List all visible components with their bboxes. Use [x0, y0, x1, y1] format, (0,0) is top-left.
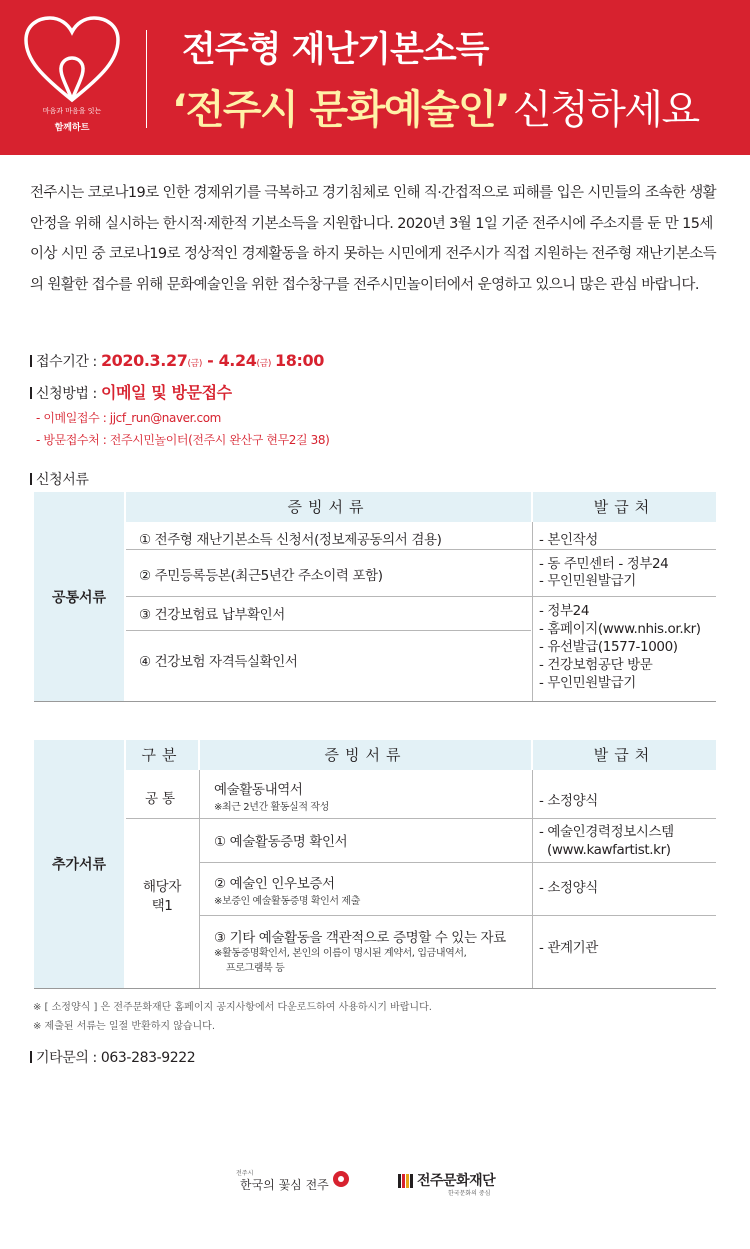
- divider: [126, 630, 531, 631]
- logo1-small: 전주시: [236, 1170, 254, 1177]
- issuer-row-1: - 본인작성: [539, 532, 598, 548]
- doc-row-4: ④ 건강보험 자격득실확인서: [139, 654, 298, 670]
- period-start: 2020.3.27: [100, 351, 188, 370]
- period-end-day: (금): [256, 359, 271, 369]
- header-issuer: 발급처: [533, 740, 716, 770]
- footnote-1: ※ [ 소정양식 ] 은 전주문화재단 홈페이지 공지사항에서 다운로드하여 사용하시기 바랍니다.: [33, 1002, 432, 1013]
- email-line: - 이메일접수 : jjcf_run@naver.com: [36, 411, 221, 425]
- category-common: 공통: [144, 791, 180, 807]
- add-note-4-line: ※활동증명확인서, 본인의 이름이 명시된 계약서, 입금내역서,: [214, 948, 467, 959]
- add-doc-4: ③ 기타 예술활동을 객관적으로 증명할 수 있는 자료: [214, 930, 506, 946]
- logo-name: 함께하트: [54, 123, 90, 133]
- doc-row-2: ② 주민등록등본(최근5년간 주소이력 포함): [139, 568, 383, 584]
- period-line: [30, 351, 324, 371]
- header-divider: [146, 30, 147, 128]
- category-select-line: 택1: [151, 898, 173, 914]
- period-end: 4.24: [218, 351, 257, 370]
- heart-icon: [22, 14, 122, 106]
- logo2-text: 전주문화재단: [417, 1173, 496, 1189]
- bullet-bar: [30, 473, 32, 485]
- doc-row-3: ③ 건강보험료 납부확인서: [139, 607, 285, 623]
- logo1-text: 한국의 꽃심 전주: [240, 1178, 329, 1192]
- divider: [200, 915, 716, 916]
- period-start-day: (금): [187, 359, 202, 369]
- method-line: [30, 380, 232, 403]
- footnote-2: ※ 제출된 서류는 일절 반환하지 않습니다.: [33, 1021, 216, 1032]
- add-note-4: [214, 946, 466, 976]
- bullet-bar: [30, 1051, 32, 1063]
- issuer-shared-line: - 홈페이지(www.nhis.or.kr): [539, 621, 701, 637]
- jeonju-cultural-foundation-logo: [398, 1170, 518, 1198]
- documents-title-text: 신청서류: [36, 472, 89, 488]
- subtitle-rest: 신청하세요: [512, 87, 699, 133]
- logo2-sub: 한국문화의 중심: [448, 1190, 491, 1197]
- visit-line: - 방문접수처 : 전주시민놀이터(전주시 완산구 현무2길 38): [36, 433, 330, 447]
- header-doc: 증빙서류: [126, 492, 531, 522]
- add-issuer-2-line: - 예술인경력정보시스템: [539, 824, 674, 840]
- divider: [34, 988, 716, 989]
- header-banner: [0, 0, 750, 155]
- add-doc-2: ① 예술활동증명 확인서: [214, 834, 348, 850]
- intro-paragraph: 전주시는 코로나19로 인한 경제위기를 극복하고 경기침체로 인해 직·간접적으로 피해를 입은 시민들의 조속한 생활안정을 위해 실시하는 한시적·제한적 기본소득을 지원합니다. 2020년 3월 1일 기준 전주시에 주소지를 둔 만 15세 이상 시민 중 코로나19로 정상적인 경제활동을 하지 못하는 시민에게 전주시가 직접 지원하는 전주형 재난기본소득의 원활한 접수를 위해 문화예술인을 위한 접수창구를 전주시민놀이터에서 운영하고 있으니 많은 관심 바랍니다.: [30, 185, 717, 293]
- subtitle-highlight: ‘전주시 문화예술인’: [172, 87, 509, 133]
- bullet-bar: [30, 387, 32, 399]
- add-issuer-3: - 소정양식: [539, 880, 598, 896]
- add-issuer-4: - 관계기관: [539, 940, 598, 956]
- issuer-shared-line: - 건강보험공단 방문: [539, 657, 653, 673]
- header-issuer: 발급처: [533, 492, 716, 522]
- add-note-4-line: 프로그램북 등: [226, 963, 285, 974]
- period-label: 접수기간 :: [36, 354, 97, 370]
- group-label-additional: 추가서류: [34, 740, 124, 988]
- add-issuer-2-line: (www.kawfartist.kr): [547, 842, 671, 858]
- divider: [199, 770, 200, 988]
- add-note-3: ※보증인 예술활동증명 확인서 제출: [214, 896, 360, 907]
- issuer-shared-line: - 정부24: [539, 603, 590, 619]
- doc-row-1: ① 전주형 재난기본소득 신청서(정보제공동의서 겸용): [139, 532, 442, 548]
- jeonju-city-logo: [236, 1168, 356, 1196]
- page-subtitle: [172, 78, 699, 135]
- divider: [126, 549, 716, 550]
- method-value: 이메일 및 방문접수: [100, 383, 232, 402]
- issuer-row-2-line: - 동 주민센터 - 정부24: [539, 556, 669, 572]
- logo-tagline: 마음과 마음을 잇는: [42, 107, 102, 115]
- divider: [34, 701, 716, 702]
- bullet-bar: [30, 355, 32, 367]
- divider: [126, 596, 716, 597]
- divider: [532, 770, 533, 988]
- page-title: 전주형 재난기본소득: [182, 30, 489, 70]
- divider: [532, 522, 533, 701]
- category-select-line: 해당자: [143, 879, 181, 895]
- period-time: 18:00: [275, 351, 324, 370]
- add-issuer-2: [539, 823, 674, 859]
- group-label-common: 공통서류: [34, 492, 124, 701]
- foundation-icon: [398, 1172, 414, 1190]
- add-issuer-1: - 소정양식: [539, 793, 598, 809]
- add-doc-1: 예술활동내역서: [214, 782, 303, 798]
- header-doc: 증빙서류: [200, 740, 531, 770]
- add-doc-3: ② 예술인 인우보증서: [214, 876, 335, 892]
- contact-line: [30, 1047, 195, 1067]
- issuer-shared-line: - 무인민원발급기: [539, 675, 636, 691]
- heart-logo: [22, 14, 122, 134]
- flower-icon: [332, 1170, 350, 1188]
- issuer-row-2: [539, 556, 668, 590]
- header-category: 구분: [126, 740, 198, 770]
- issuer-row-2-line: - 무인민원발급기: [539, 573, 636, 589]
- contact-text: 기타문의 : 063-283-9222: [36, 1050, 196, 1066]
- method-label: 신청방법 :: [36, 386, 97, 402]
- issuer-shared-line: - 유선발급(1577-1000): [539, 639, 678, 655]
- divider: [200, 862, 716, 863]
- documents-title: [30, 469, 89, 489]
- divider: [126, 818, 716, 819]
- category-select: [126, 878, 198, 916]
- period-sep: -: [201, 351, 219, 370]
- add-note-1: ※최근 2년간 활동실적 작성: [214, 802, 329, 813]
- issuer-shared: [539, 602, 701, 692]
